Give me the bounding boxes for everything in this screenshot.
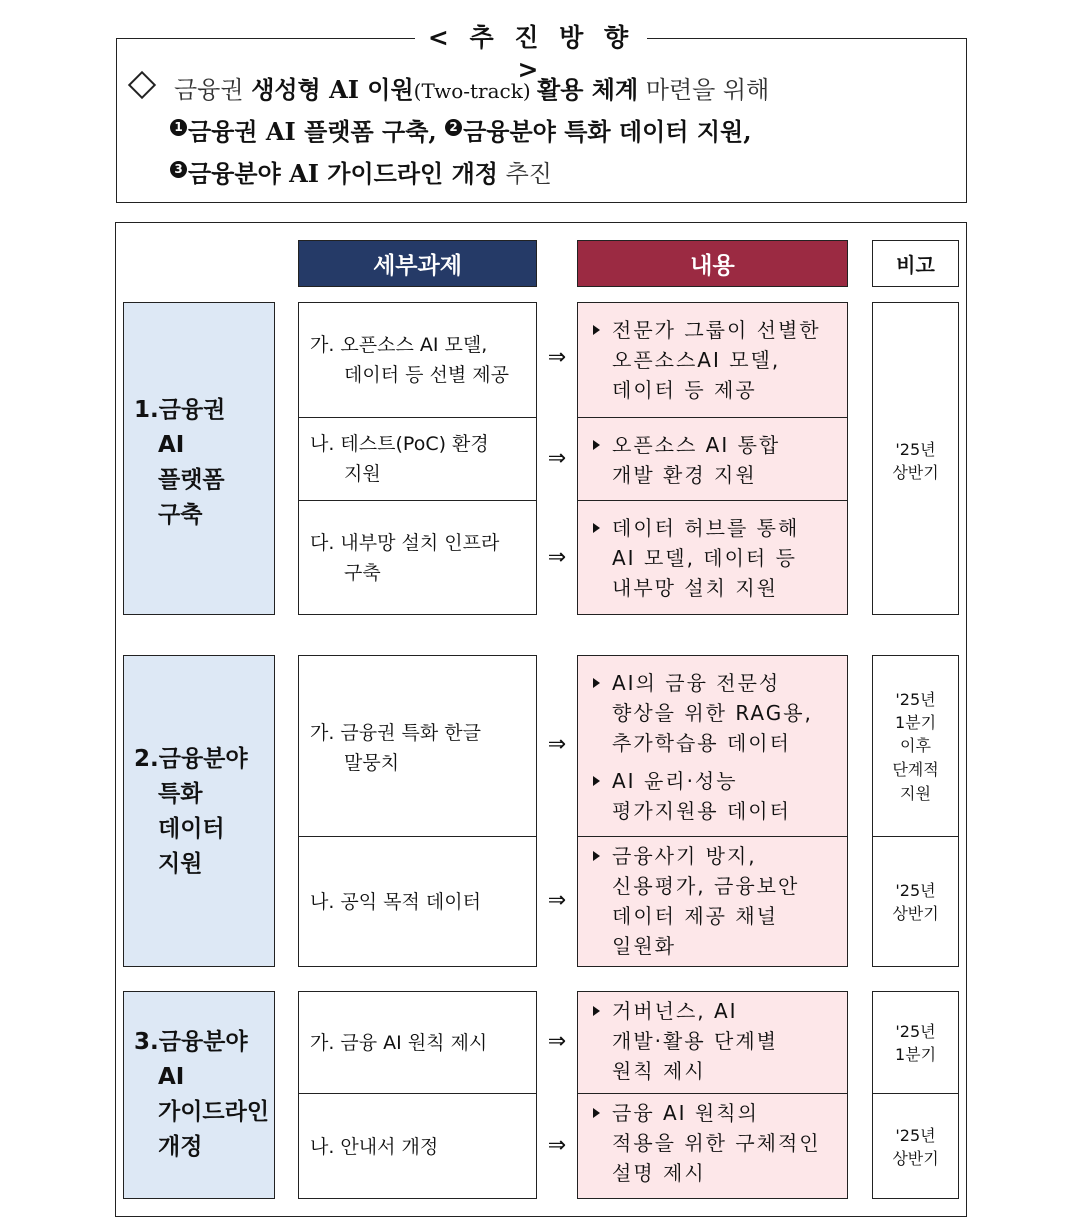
bullet-triangle-icon: [593, 325, 600, 335]
arrow-icon: ⇒: [547, 446, 567, 471]
note-2b: [872, 836, 959, 967]
task-text: 가. 오픈소스 AI 모델,: [310, 334, 488, 356]
content-text: 설명 제시: [612, 1161, 706, 1185]
task-text: 구축: [344, 562, 381, 584]
category-label: 3.금융분야: [134, 1029, 248, 1055]
note-text: '25년: [895, 690, 936, 709]
content-text: AI 모델, 데이터 등: [612, 546, 797, 570]
content-text: 개발 환경 지원: [612, 463, 757, 487]
note-3b: [872, 1093, 959, 1199]
task-2a: [298, 655, 537, 837]
task-text: 가. 금융권 특화 한글: [310, 722, 481, 744]
content-1a: [577, 302, 848, 418]
header-content: 내용: [577, 240, 848, 287]
content-2a: [577, 655, 848, 837]
category-label: 플랫폼: [158, 467, 225, 493]
number-badge: 2: [445, 119, 462, 136]
task-1a: [298, 302, 537, 418]
category-label: 데이터: [158, 816, 225, 842]
note-text: 상반기: [892, 1149, 939, 1168]
content-text: AI의 금융 전문성: [612, 671, 781, 695]
bullet-triangle-icon: [593, 1108, 600, 1118]
arrow-icon: ⇒: [547, 1133, 567, 1158]
content-text: 금융 AI 원칙의: [612, 1101, 759, 1125]
note-text: '25년: [895, 440, 936, 459]
bullet-triangle-icon: [593, 440, 600, 450]
task-3b: [298, 1093, 537, 1199]
task-text: 지원: [344, 463, 381, 485]
category-2: [123, 655, 275, 967]
content-text: 전문가 그룹이 선별한: [612, 318, 821, 342]
direction-text: 마련을 위해: [638, 76, 770, 104]
note-text: 1분기: [894, 713, 937, 732]
category-label: 특화: [158, 781, 203, 807]
content-text: 평가지원용 데이터: [612, 799, 791, 823]
content-text: 금융사기 방지,: [612, 844, 757, 868]
task-text: 데이터 등 선별 제공: [344, 364, 509, 386]
task-2b: [298, 836, 537, 967]
note-text: 상반기: [892, 904, 939, 923]
content-text: 원칙 제시: [612, 1059, 706, 1083]
bullet-triangle-icon: [593, 1006, 600, 1016]
arrow-icon: ⇒: [547, 345, 567, 370]
content-text: 데이터 등 제공: [612, 378, 757, 402]
direction-title: < 추 진 방 향 >: [415, 22, 647, 54]
category-label: 2.금융분야: [134, 746, 248, 772]
diamond-icon: [128, 71, 156, 99]
content-text: 향상을 위한 RAG용,: [612, 701, 813, 725]
direction-line-3: [170, 158, 552, 190]
arrow-icon: ⇒: [547, 732, 567, 757]
bullet-triangle-icon: [593, 851, 600, 861]
category-label: 가이드라인: [158, 1099, 270, 1125]
category-label: 1.금융권: [134, 397, 226, 423]
note-text: 단계적: [892, 760, 939, 779]
category-label: 구축: [158, 502, 203, 528]
content-text: 데이터 허브를 통해: [612, 516, 800, 540]
arrow-icon: ⇒: [547, 888, 567, 913]
note-text: 1분기: [894, 1045, 937, 1064]
note-text: 상반기: [892, 463, 939, 482]
note-text: '25년: [895, 881, 936, 900]
content-text: 내부망 설치 지원: [612, 576, 778, 600]
task-text: 나. 테스트(PoC) 환경: [310, 433, 489, 455]
content-text: 추가학습용 데이터: [612, 731, 791, 755]
content-text: 데이터 제공 채널: [612, 904, 778, 928]
task-text: 말뭉치: [344, 752, 400, 774]
note-text: 지원: [900, 784, 931, 803]
task-text: 나. 공익 목적 데이터: [310, 891, 481, 913]
category-3: [123, 991, 275, 1199]
note-1: [872, 302, 959, 615]
task-1c: [298, 500, 537, 615]
content-1b: [577, 417, 848, 501]
content-3b: [577, 1093, 848, 1199]
category-label: 지원: [158, 851, 203, 877]
content-2b: [577, 836, 848, 967]
task-3a: [298, 991, 537, 1094]
note-3a: [872, 991, 959, 1094]
content-text: 신용평가, 금융보안: [612, 874, 800, 898]
direction-item-2: 금융분야 특화 데이터 지원,: [463, 117, 752, 146]
bullet-triangle-icon: [593, 678, 600, 688]
category-label: 개정: [158, 1134, 203, 1160]
content-text: AI 윤리·성능: [612, 769, 738, 793]
direction-text: 추진: [497, 160, 552, 188]
direction-text: (Two-track): [413, 79, 538, 103]
task-text: 나. 안내서 개정: [310, 1136, 439, 1158]
direction-text: 금융권: [174, 76, 252, 104]
category-1: [123, 302, 275, 615]
bullet-triangle-icon: [593, 523, 600, 533]
header-task: 세부과제: [298, 240, 537, 287]
note-text: '25년: [895, 1126, 936, 1145]
content-text: 거버넌스, AI: [612, 999, 738, 1023]
task-text: 다. 내부망 설치 인프라: [310, 532, 500, 554]
content-text: 일원화: [612, 934, 676, 958]
note-text: 이후: [900, 736, 931, 755]
category-label: AI: [158, 1064, 185, 1090]
content-1c: [577, 500, 848, 615]
direction-emphasis: 활용 체계: [537, 75, 639, 104]
direction-line-1: [124, 74, 769, 107]
direction-item-1: 금융권 AI 플랫폼 구축,: [188, 117, 446, 146]
header-note: 비고: [872, 240, 959, 287]
content-3a: [577, 991, 848, 1094]
arrow-icon: ⇒: [547, 545, 567, 570]
arrow-icon: ⇒: [547, 1029, 567, 1054]
task-1b: [298, 417, 537, 501]
content-text: 오픈소스AI 모델,: [612, 348, 781, 372]
task-text: 가. 금융 AI 원칙 제시: [310, 1032, 488, 1054]
category-label: AI: [158, 432, 185, 458]
note-text: '25년: [895, 1022, 936, 1041]
content-text: 개발·활용 단계별: [612, 1029, 778, 1053]
note-2a: [872, 655, 959, 837]
direction-emphasis: 생성형 AI 이원: [251, 75, 414, 104]
direction-item-3: 금융분야 AI 가이드라인 개정: [188, 159, 498, 188]
content-text: 적용을 위한 구체적인: [612, 1131, 821, 1155]
direction-line-2: [170, 116, 752, 148]
content-text: 오픈소스 AI 통합: [612, 433, 781, 457]
number-badge: 3: [170, 161, 187, 178]
number-badge: 1: [170, 119, 187, 136]
bullet-triangle-icon: [593, 776, 600, 786]
